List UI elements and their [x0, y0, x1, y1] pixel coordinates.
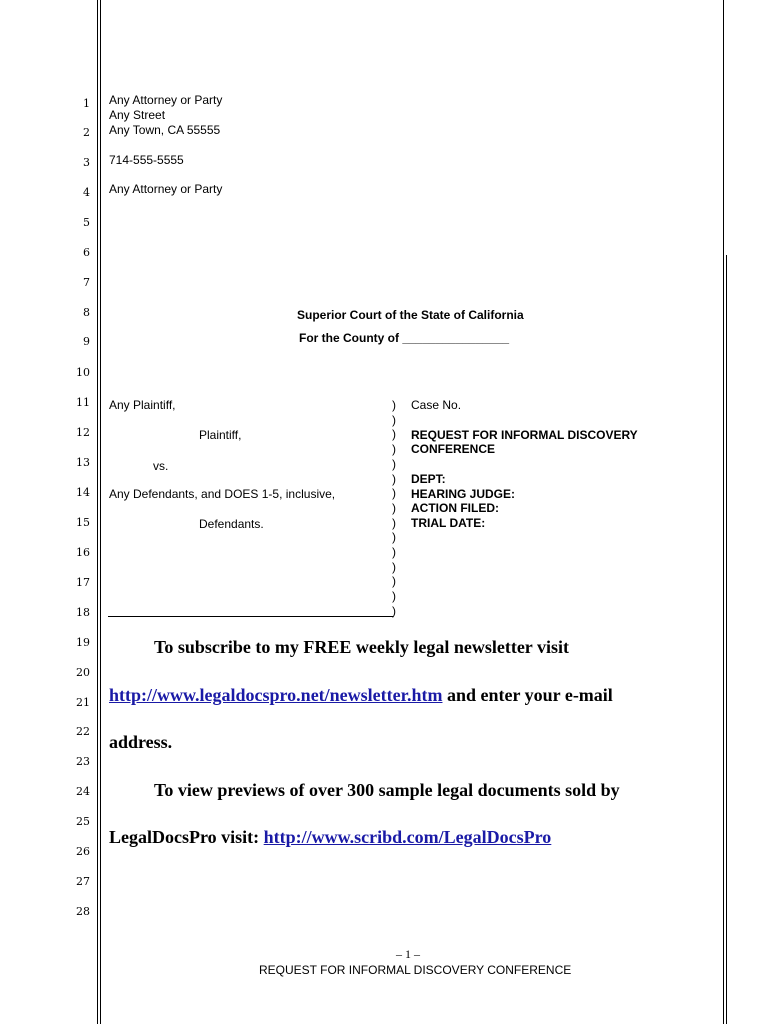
dept-label: DEPT:	[411, 472, 446, 486]
caption-paren: )	[392, 500, 396, 515]
line-number: 18	[76, 606, 90, 619]
newsletter-paragraph-line3: address.	[109, 732, 173, 752]
caption-paren: )	[392, 515, 396, 530]
line-number: 28	[76, 905, 90, 918]
hearing-judge-label: HEARING JUDGE:	[411, 487, 516, 501]
caption-paren: )	[392, 471, 396, 486]
line-number: 3	[83, 156, 90, 169]
defendants-role: Defendants.	[199, 517, 264, 531]
line-number: 21	[76, 696, 90, 709]
attorney-street: Any Street	[109, 108, 166, 122]
line-number: 26	[76, 845, 90, 858]
caption-paren: )	[392, 412, 396, 427]
left-margin-rule-inner	[100, 0, 101, 1024]
scribd-link[interactable]: http://www.scribd.com/LegalDocsPro	[263, 827, 552, 847]
attorney-name: Any Attorney or Party	[109, 93, 223, 107]
page-number: – 1 –	[396, 947, 420, 961]
line-number: 4	[83, 186, 90, 199]
caption-paren: )	[392, 589, 396, 604]
line-number: 11	[76, 396, 90, 409]
line-number: 14	[76, 486, 90, 499]
plaintiff-role: Plaintiff,	[199, 428, 242, 442]
footer-title: REQUEST FOR INFORMAL DISCOVERY CONFERENCE	[259, 963, 572, 977]
line-number: 15	[76, 516, 90, 529]
document-title-line1: REQUEST FOR INFORMAL DISCOVERY	[411, 428, 638, 442]
right-margin-rule-outer	[726, 255, 727, 1024]
line-number: 8	[83, 306, 90, 319]
caption-paren: )	[392, 398, 396, 412]
caption-paren: )	[392, 486, 396, 501]
line-number: 9	[83, 335, 90, 348]
caption-bottom-rule	[108, 616, 393, 617]
court-county: For the County of ________________	[299, 331, 510, 345]
previews-paragraph-line1: To view previews of over 300 sample legal documents sold by	[154, 780, 620, 800]
plaintiff-name: Any Plaintiff,	[109, 398, 176, 412]
line-number: 17	[76, 576, 90, 589]
caption-paren: )	[392, 574, 396, 589]
court-name: Superior Court of the State of California	[297, 308, 524, 322]
newsletter-paragraph-line1: To subscribe to my FREE weekly legal newsletter visit	[154, 637, 569, 657]
line-number: 6	[83, 246, 90, 259]
caption-paren: )	[392, 603, 396, 618]
line-number: 24	[76, 785, 90, 798]
caption-paren: )	[392, 530, 396, 545]
caption-paren: )	[392, 442, 396, 457]
line-number: 5	[83, 216, 90, 229]
newsletter-paragraph-line2	[109, 684, 613, 706]
line-number: 19	[76, 636, 90, 649]
caption-paren: )	[392, 456, 396, 471]
newsletter-link[interactable]: http://www.legaldocspro.net/newsletter.htm	[109, 685, 443, 705]
previews-paragraph-prefix: LegalDocsPro visit:	[109, 827, 264, 847]
line-number: 22	[76, 725, 90, 738]
line-number: 20	[76, 666, 90, 679]
line-number: 12	[76, 426, 90, 439]
line-number: 2	[83, 126, 90, 139]
left-margin-rule	[97, 0, 98, 1024]
previews-paragraph-line2	[109, 826, 551, 848]
action-filed-label: ACTION FILED:	[411, 501, 499, 515]
versus-label: vs.	[153, 459, 169, 473]
line-number: 10	[76, 366, 90, 379]
attorney-city: Any Town, CA 55555	[109, 123, 221, 137]
line-number: 16	[76, 546, 90, 559]
defendants-name: Any Defendants, and DOES 1-5, inclusive,	[109, 487, 336, 501]
case-number-label: Case No.	[411, 398, 462, 412]
caption-paren: )	[392, 559, 396, 574]
line-number: 23	[76, 755, 90, 768]
right-margin-rule	[723, 0, 724, 1024]
line-number: 7	[83, 276, 90, 289]
line-number: 13	[76, 456, 90, 469]
line-number: 1	[83, 97, 90, 110]
document-title-line2: CONFERENCE	[411, 442, 496, 456]
line-number: 25	[76, 815, 90, 828]
line-number: 27	[76, 875, 90, 888]
caption-paren: )	[392, 427, 396, 442]
attorney-phone: 714-555-5555	[109, 153, 184, 167]
attorney-for: Any Attorney or Party	[109, 182, 223, 196]
trial-date-label: TRIAL DATE:	[411, 516, 486, 530]
newsletter-paragraph-rest: and enter your e-mail	[442, 685, 613, 705]
caption-paren: )	[392, 545, 396, 559]
